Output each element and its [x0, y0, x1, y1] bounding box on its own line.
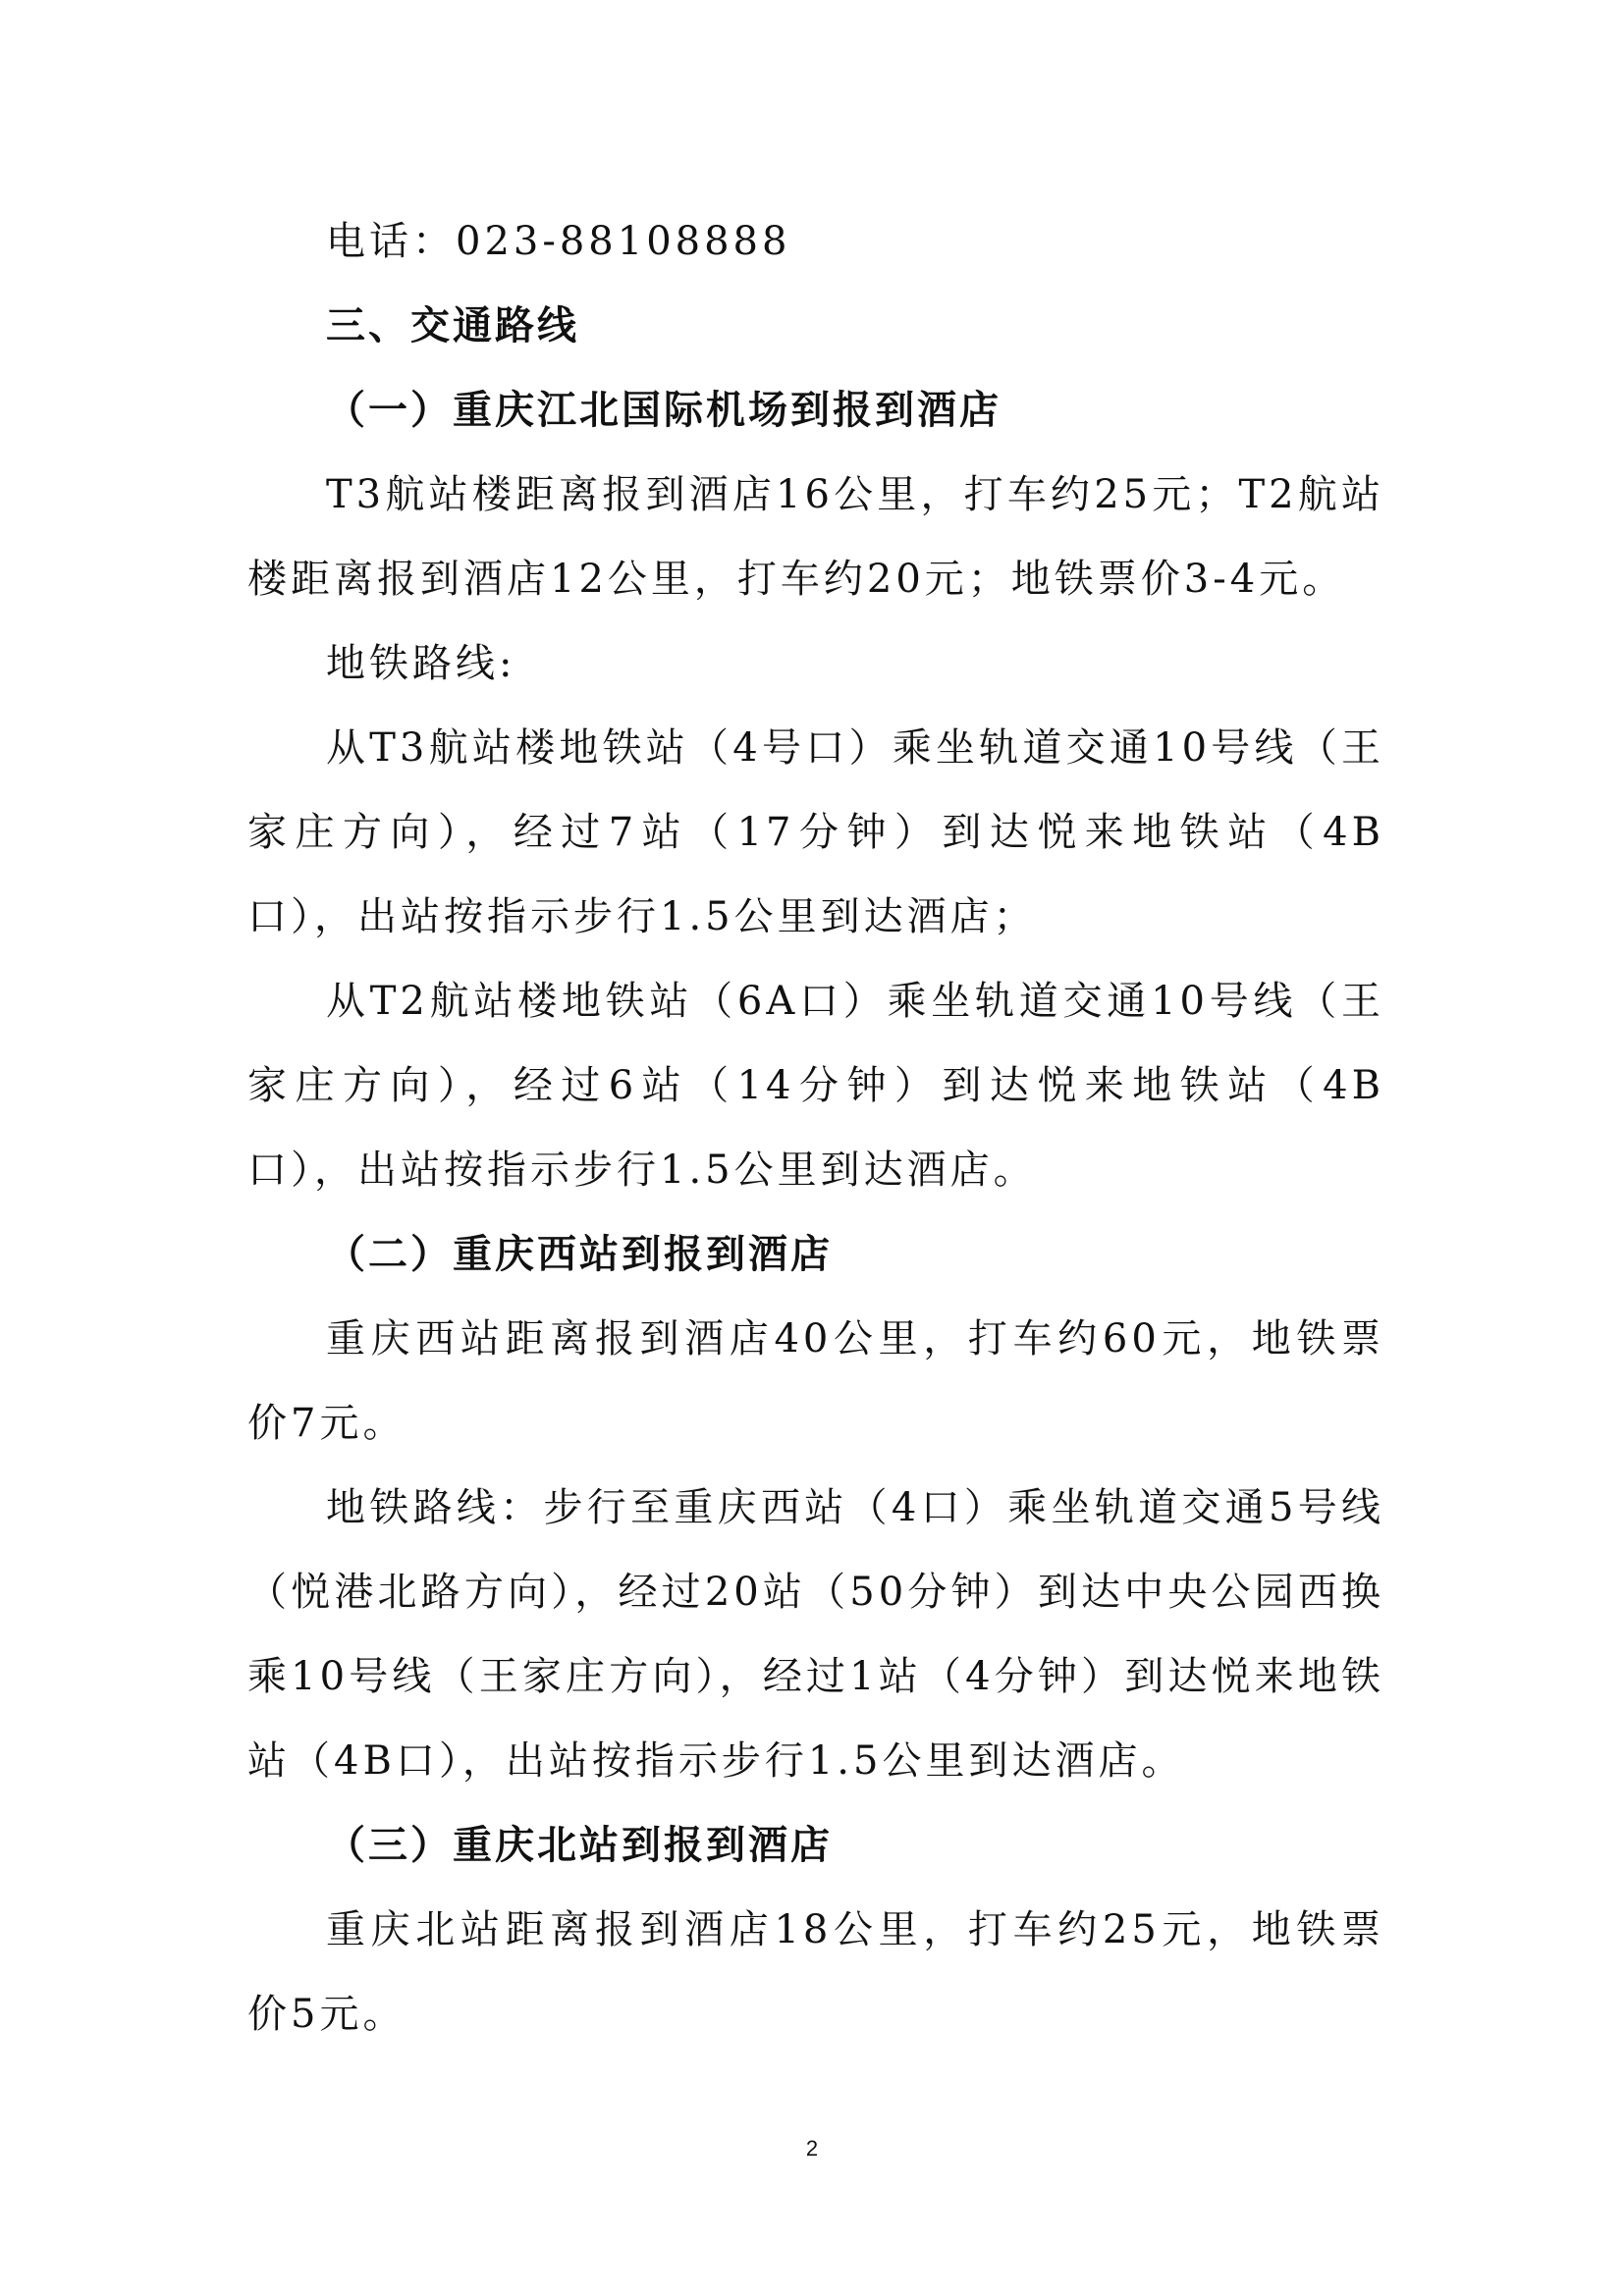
north-station-distance-paragraph: 重庆北站距离报到酒店18公里，打车约25元，地铁票价5元。	[247, 1907, 1384, 2037]
airport-route-t2-paragraph: 从T2航站楼地铁站（6A口）乘坐轨道交通10号线（王家庄方向），经过6站（14分钟）到达悦来地铁站（4B口），出站按指示步行1.5公里到达酒店。	[247, 979, 1384, 1193]
section-title-transport-routes: 三、交通路线	[326, 303, 579, 348]
page-number: 2	[805, 2136, 819, 2161]
subheading-north-station-to-hotel: （三）重庆北站到报到酒店	[326, 1823, 833, 1868]
west-station-distance-paragraph: 重庆西站距离报到酒店40公里，打车约60元，地铁票价7元。	[247, 1316, 1384, 1446]
airport-route-t3-paragraph: 从T3航站楼地铁站（4号口）乘坐轨道交通10号线（王家庄方向），经过7站（17分钟）到达悦来地铁站（4B口），出站按指示步行1.5公里到达酒店；	[247, 725, 1384, 939]
airport-distance-paragraph: T3航站楼距离报到酒店16公里，打车约25元；T2航站楼距离报到酒店12公里，打车约20元；地铁票价3-4元。	[247, 472, 1384, 602]
subheading-airport-to-hotel: （一）重庆江北国际机场到报到酒店	[326, 388, 1001, 433]
west-station-metro-route-paragraph: 地铁路线：步行至重庆西站（4口）乘坐轨道交通5号线（悦港北路方向），经过20站（50分钟）到达中央公园西换乘10号线（王家庄方向），经过1站（4分钟）到达悦来地铁站（4B口），出站按指示步行1.5公里到达酒店。	[247, 1485, 1384, 1784]
airport-metro-label: 地铁路线:	[326, 641, 516, 686]
subheading-west-station-to-hotel: （二）重庆西站到报到酒店	[326, 1232, 833, 1277]
phone-line: 电话：023-88108888	[326, 219, 791, 264]
